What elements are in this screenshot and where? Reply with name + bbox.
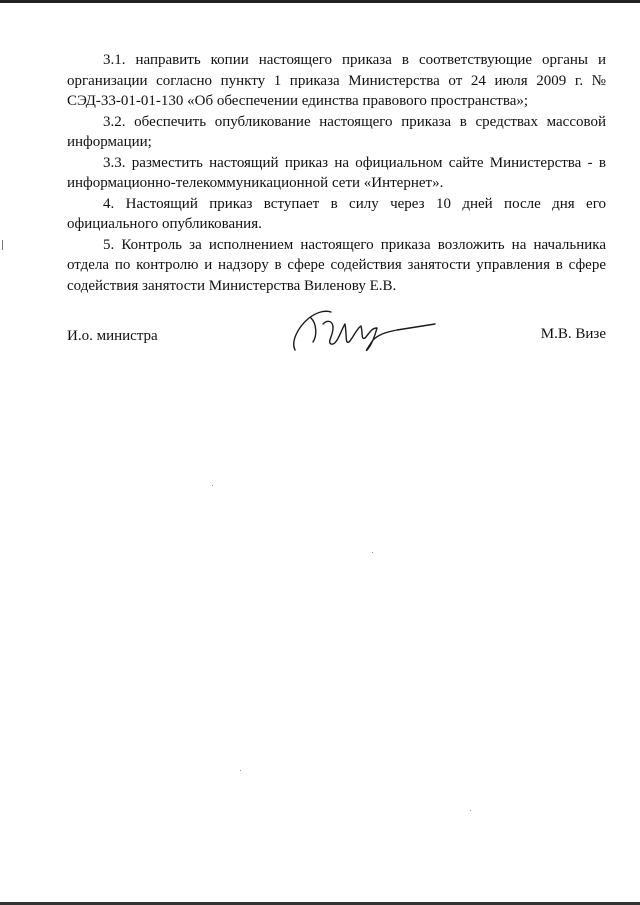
signatory-title: И.о. министра (67, 328, 158, 344)
scan-speck (240, 770, 241, 771)
scan-top-edge (0, 0, 640, 3)
scan-speck (372, 552, 373, 553)
signature-block (67, 320, 606, 360)
signatory-name: М.В. Визе (540, 326, 606, 342)
paragraph-4: 4. Настоящий приказ вступает в силу через 10 дней после дня его официального опубликования. (67, 195, 606, 232)
paragraph-3-3: 3.3. разместить настоящий приказ на официальном сайте Министерства - в информационно-телекоммуникационной сети «Интернет». (67, 154, 606, 191)
order-text (67, 50, 606, 296)
paragraph-3-2: 3.2. обеспечить опубликование настоящего приказа в средствах массовой информации; (67, 113, 606, 150)
handwritten-signature (287, 306, 437, 354)
scan-speck (212, 485, 213, 486)
scan-margin-mark (2, 240, 3, 250)
paragraph-3-1: 3.1. направить копии настоящего приказа в соответствующие органы и организации согласно пункту 1 приказа Министерства от 24 июля 2009 г. № СЭД-33-01-01-130 «Об обеспечении единства правового пространства»; (67, 52, 606, 109)
scan-speck (470, 810, 471, 811)
paragraph-5: 5. Контроль за исполнением настоящего приказа возложить на начальника отдела по контролю и надзору в сфере содействия занятости управления в сфере содействия занятости Министерства Виленову Е.В. (67, 236, 606, 294)
